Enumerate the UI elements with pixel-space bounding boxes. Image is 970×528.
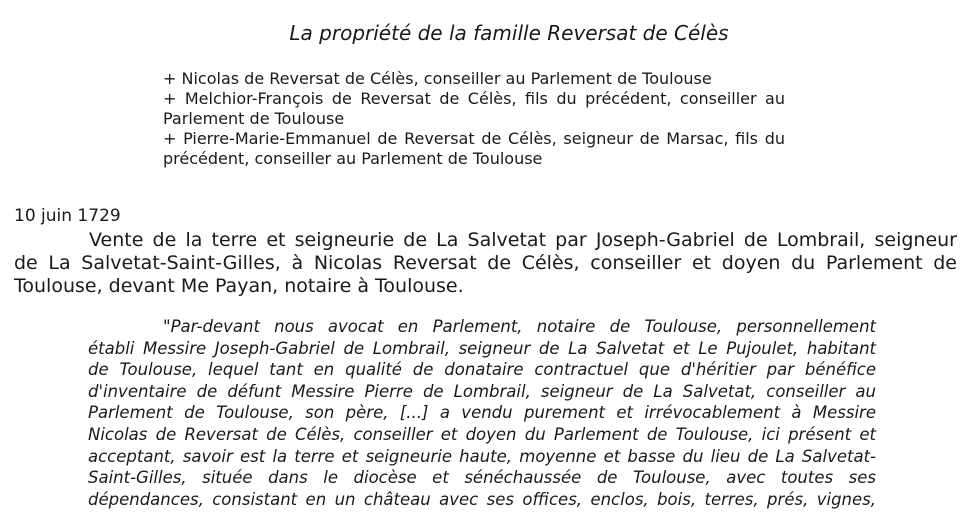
quote-line: Nicolas de Reversat de Célès, conseiller et doyen du Parlement de Toulouse, ici présent et xyxy=(88,424,876,444)
quote-line: dépendances, consistant en un château avec ses offices, enclos, bois, terres, prés, vignes, xyxy=(88,489,876,509)
entry-summary xyxy=(14,229,957,298)
quote-line: de Toulouse, lequel tant en qualité de donataire contractuel que d'héritier par bénéfice xyxy=(88,360,876,380)
owners-list xyxy=(163,69,785,169)
quote-line: Saint-Gilles, située dans le diocèse et sénéchaussée de Toulouse, avec toutes ses xyxy=(88,468,876,488)
quote-line: acceptant, savoir est la terre et seigneurie haute, moyenne et basse du lieu de La Salvetat- xyxy=(88,446,876,466)
deed-quotation xyxy=(88,316,876,510)
quote-line: établi Messire Joseph-Gabriel de Lombrail, seigneur de La Salvetat et Le Pujoulet, habitant xyxy=(88,338,876,358)
owner-line: + Melchior-François de Reversat de Célès, fils du précédent, conseiller au xyxy=(163,89,785,108)
quote-line: Parlement de Toulouse, son père, [...] a vendu purement et irrévocablement à Messire xyxy=(88,403,876,423)
owner-line: + Nicolas de Reversat de Célès, conseiller au Parlement de Toulouse xyxy=(163,69,712,88)
summary-line: de La Salvetat-Saint-Gilles, à Nicolas Reversat de Célès, conseiller et doyen du Parlement de xyxy=(14,252,957,274)
owner-line: Parlement de Toulouse xyxy=(163,109,345,128)
summary-line: Vente de la terre et seigneurie de La Salvetat par Joseph-Gabriel de Lombrail, seigneur xyxy=(89,229,957,251)
owner-line: précédent, conseiller au Parlement de Toulouse xyxy=(163,149,543,168)
summary-line: Toulouse, devant Me Payan, notaire à Toulouse. xyxy=(14,275,464,297)
entry-date: 10 juin 1729 xyxy=(14,206,121,226)
quote-line: d'inventaire de défunt Messire Pierre de Lombrail, seigneur de La Salvetat, conseiller au xyxy=(88,381,876,401)
page-title: La propriété de la famille Reversat de Célès xyxy=(289,21,729,45)
owner-line: + Pierre-Marie-Emmanuel de Reversat de Célès, seigneur de Marsac, fils du xyxy=(163,129,785,148)
quote-line: "Par-devant nous avocat en Parlement, notaire de Toulouse, personnellement xyxy=(163,317,876,336)
